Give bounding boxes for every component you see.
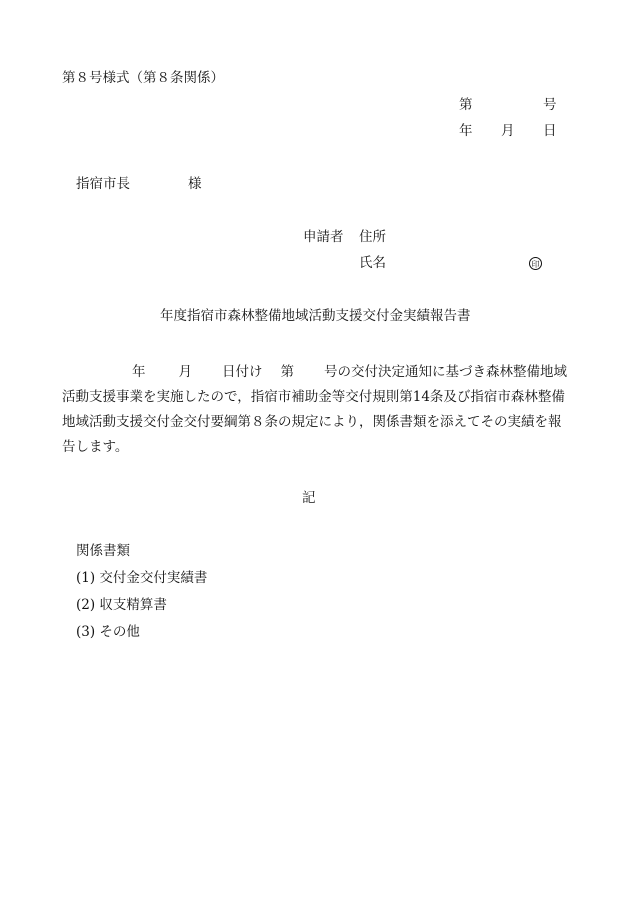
- date-month: 月: [501, 123, 515, 139]
- list-item: [76, 572, 207, 586]
- number-dai: 第: [459, 97, 473, 113]
- body-dai: 第: [280, 364, 294, 380]
- addressee-sama: 様: [188, 176, 202, 192]
- list-item-text: 収支精算書: [99, 597, 167, 613]
- list-item-number: (1): [76, 570, 96, 586]
- number-go: 号: [543, 97, 557, 113]
- list-item: [76, 599, 167, 613]
- seal-icon: 印: [529, 257, 542, 270]
- body-month: 月: [178, 364, 192, 380]
- list-item-number: (2): [76, 597, 96, 613]
- body-day-ref: 日付け: [222, 364, 263, 380]
- applicant-label: 申請者: [303, 229, 344, 245]
- document-title: 年度指宿市森林整備地域活動支援交付金実績報告書: [160, 308, 471, 324]
- applicant-name-label: 氏名: [359, 255, 386, 271]
- addressee-name: 指宿市長: [76, 176, 130, 192]
- body-paragraph: [62, 360, 567, 460]
- list-item-number: (3): [76, 624, 96, 640]
- body-year: 年: [132, 364, 146, 380]
- documents-heading: 関係書類: [76, 543, 130, 559]
- body-text: 号の交付決定通知に基づき森林整備地域活動支援事業を実施したので，指宿市補助金等交付規則第14条及び指宿市森林整備地域活動支援交付金交付要綱第８条の規定により，関係書類を添えてその実績を報告します。: [62, 364, 567, 455]
- applicant-address-label: 住所: [359, 229, 386, 245]
- seal-mark: [529, 257, 542, 271]
- form-label: 第８号様式（第８条関係）: [62, 70, 224, 86]
- date-day: 日: [543, 123, 557, 139]
- date-year: 年: [459, 123, 473, 139]
- ki-heading: 記: [302, 490, 316, 506]
- list-item-text: 交付金交付実績書: [99, 570, 208, 586]
- list-item: [76, 626, 140, 640]
- list-item-text: その他: [99, 624, 140, 640]
